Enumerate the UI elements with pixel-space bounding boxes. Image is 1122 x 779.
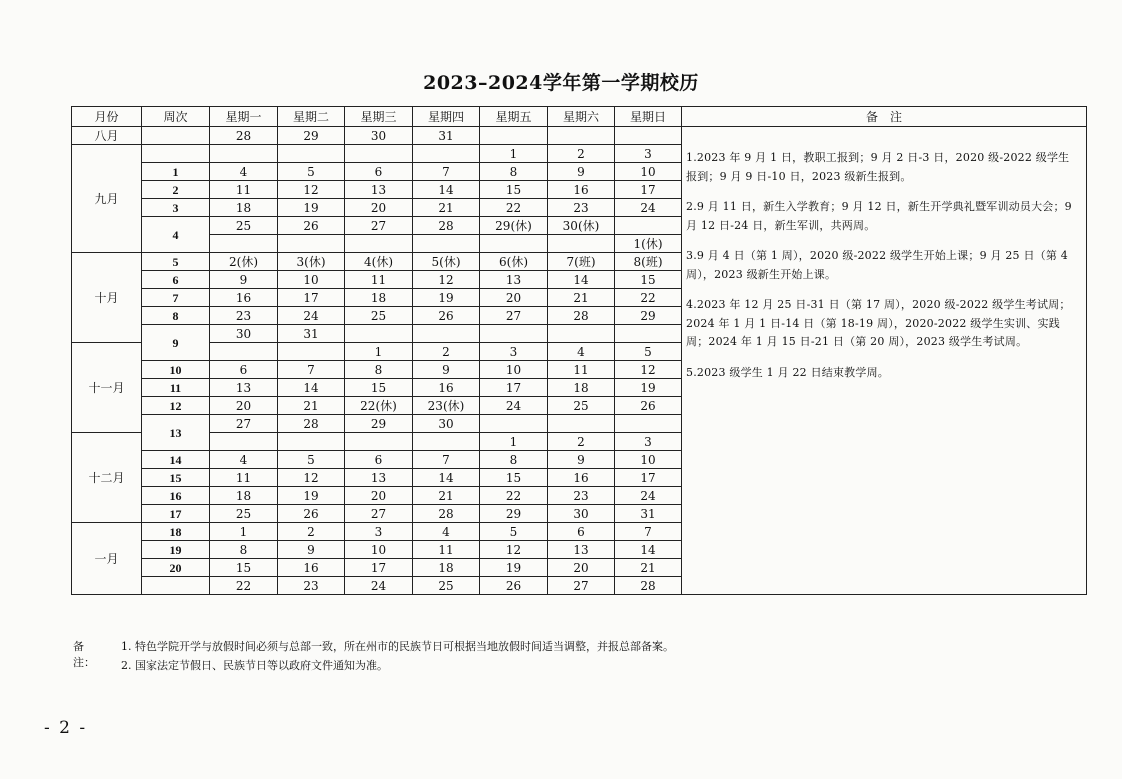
note-item: 5.2023 级学生 1 月 22 日结束教学周。 [686,365,889,379]
date-cell [345,235,413,253]
date-cell: 16 [278,559,345,577]
date-cell: 30 [345,127,413,145]
header-day: 星期五 [480,107,548,127]
month-cell: 八月 [72,127,142,145]
date-cell: 29(休) [480,217,548,235]
date-cell [278,433,345,451]
header-month: 月份 [72,107,142,127]
date-cell: 11 [210,469,278,487]
week-number-cell: 19 [142,541,210,559]
date-cell: 4 [210,451,278,469]
date-cell: 9 [548,163,615,181]
date-cell: 6(休) [480,253,548,271]
date-cell: 28 [210,127,278,145]
date-cell: 3 [480,343,548,361]
date-cell: 1 [345,343,413,361]
date-cell: 13 [345,469,413,487]
date-cell [210,145,278,163]
date-cell: 2 [548,433,615,451]
date-cell: 20 [345,487,413,505]
date-cell: 27 [210,415,278,433]
date-cell: 26 [413,307,480,325]
note-item: 4.2023 年 12 月 25 日-31 日（第 17 周），2020 级-2022 级学生考试周；2024 年 1 月 1 日-14 日（第 18-19 周），2020-2022 级学生实训、实践周；2024 年 1 月 15 日-21 日（第 20 周），2023 级学生考试周。 [686,298,1071,348]
date-cell: 18 [548,379,615,397]
date-cell: 25 [210,505,278,523]
date-cell: 11 [210,181,278,199]
date-cell: 9 [278,541,345,559]
date-cell: 3(休) [278,253,345,271]
date-cell: 5 [278,451,345,469]
date-cell [278,343,345,361]
date-cell: 21 [615,559,682,577]
date-cell: 10 [615,451,682,469]
date-cell: 25 [210,217,278,235]
date-cell: 3 [345,523,413,541]
date-cell: 22 [615,289,682,307]
date-cell: 11 [548,361,615,379]
date-cell: 3 [615,433,682,451]
date-cell: 1 [480,145,548,163]
date-cell: 10 [480,361,548,379]
table-row [72,127,1087,145]
date-cell: 18 [345,289,413,307]
date-cell [345,325,413,343]
header-day: 星期四 [413,107,480,127]
date-cell: 19 [615,379,682,397]
date-cell: 7 [615,523,682,541]
date-cell: 23 [548,199,615,217]
date-cell [413,325,480,343]
date-cell: 2 [278,523,345,541]
date-cell [615,415,682,433]
date-cell: 31 [278,325,345,343]
date-cell: 8 [480,451,548,469]
date-cell: 26 [278,505,345,523]
date-cell: 19 [278,199,345,217]
week-number-cell [142,145,210,163]
week-number-cell: 9 [142,325,210,361]
date-cell [278,145,345,163]
date-cell: 2(休) [210,253,278,271]
week-number-cell: 2 [142,181,210,199]
date-cell: 31 [413,127,480,145]
date-cell: 20 [345,199,413,217]
week-number-cell [142,127,210,145]
week-number-cell: 5 [142,253,210,271]
date-cell: 20 [480,289,548,307]
date-cell: 2 [413,343,480,361]
date-cell: 12 [615,361,682,379]
date-cell: 6 [345,163,413,181]
date-cell: 7(班) [548,253,615,271]
date-cell: 27 [345,217,413,235]
date-cell: 7 [413,163,480,181]
date-cell [278,235,345,253]
date-cell: 25 [548,397,615,415]
date-cell: 7 [278,361,345,379]
date-cell: 21 [413,487,480,505]
date-cell: 28 [413,505,480,523]
note-item: 2.9 月 11 日，新生入学教育；9 月 12 日，新生开学典礼暨军训动员大会；9 月 12 日-24 日，新生军训，共两周。 [686,200,1072,232]
note-item: 1.2023 年 9 月 1 日，教职工报到；9 月 2 日-3 日，2020 级-2022 级学生报到；9 月 9 日-10 日，2023 级新生报到。 [686,151,1070,183]
date-cell: 20 [548,559,615,577]
calendar-table [71,106,1087,595]
footer-line-2: 2. 国家法定节假日、民族节日等以政府文件通知为准。 [121,659,388,672]
month-cell: 十一月 [72,343,142,433]
date-cell: 14 [615,541,682,559]
date-cell: 18 [413,559,480,577]
date-cell: 12 [278,181,345,199]
date-cell [615,217,682,235]
month-cell: 十月 [72,253,142,343]
date-cell: 18 [210,487,278,505]
week-number-cell: 20 [142,559,210,577]
date-cell: 17 [345,559,413,577]
date-cell: 27 [345,505,413,523]
week-number-cell: 14 [142,451,210,469]
date-cell [548,325,615,343]
date-cell: 25 [413,577,480,595]
date-cell: 26 [615,397,682,415]
date-cell [548,127,615,145]
date-cell: 13 [210,379,278,397]
week-number-cell: 3 [142,199,210,217]
date-cell: 21 [548,289,615,307]
date-cell: 2 [548,145,615,163]
date-cell: 16 [413,379,480,397]
week-number-cell: 17 [142,505,210,523]
date-cell: 8 [480,163,548,181]
header-row [72,107,1087,127]
date-cell: 3 [615,145,682,163]
date-cell: 25 [345,307,413,325]
date-cell: 22 [210,577,278,595]
date-cell: 5 [480,523,548,541]
date-cell [413,433,480,451]
week-number-cell: 15 [142,469,210,487]
date-cell: 20 [210,397,278,415]
date-cell: 23 [278,577,345,595]
date-cell [210,235,278,253]
date-cell: 4(休) [345,253,413,271]
date-cell: 26 [480,577,548,595]
date-cell: 6 [548,523,615,541]
date-cell: 9 [210,271,278,289]
date-cell: 15 [480,181,548,199]
header-day: 星期六 [548,107,615,127]
date-cell: 14 [413,469,480,487]
date-cell: 21 [413,199,480,217]
date-cell [413,235,480,253]
date-cell [345,145,413,163]
date-cell: 4 [413,523,480,541]
week-number-cell: 13 [142,415,210,451]
date-cell: 6 [210,361,278,379]
date-cell: 13 [548,541,615,559]
month-cell: 十二月 [72,433,142,523]
date-cell: 14 [278,379,345,397]
footer-label: 备注： [73,640,95,669]
week-number-cell: 4 [142,217,210,253]
date-cell: 30 [548,505,615,523]
date-cell [480,415,548,433]
date-cell [615,325,682,343]
date-cell: 17 [615,469,682,487]
date-cell: 15 [480,469,548,487]
date-cell: 15 [210,559,278,577]
date-cell: 29 [278,127,345,145]
date-cell: 31 [615,505,682,523]
date-cell: 12 [413,271,480,289]
note-item: 3.9 月 4 日（第 1 周），2020 级-2022 级学生开始上课；9 月 25 日（第 4 周），2023 级新生开始上课。 [686,249,1068,281]
date-cell [480,127,548,145]
date-cell: 12 [278,469,345,487]
date-cell: 27 [548,577,615,595]
week-number-cell: 7 [142,289,210,307]
date-cell: 14 [548,271,615,289]
date-cell [480,235,548,253]
week-number-cell: 12 [142,397,210,415]
date-cell [480,325,548,343]
date-cell: 21 [278,397,345,415]
date-cell: 4 [210,163,278,181]
date-cell: 5 [615,343,682,361]
date-cell [548,415,615,433]
week-number-cell: 8 [142,307,210,325]
date-cell: 8 [210,541,278,559]
week-number-cell [142,577,210,595]
week-number-cell: 16 [142,487,210,505]
date-cell: 29 [345,415,413,433]
date-cell: 17 [615,181,682,199]
date-cell: 5(休) [413,253,480,271]
date-cell: 10 [278,271,345,289]
date-cell: 23(休) [413,397,480,415]
date-cell: 11 [413,541,480,559]
date-cell [210,433,278,451]
header-day: 星期二 [278,107,345,127]
date-cell: 29 [480,505,548,523]
page-title: 2023–2024学年第一学期校历 [423,72,699,94]
date-cell: 24 [480,397,548,415]
date-cell [210,343,278,361]
month-cell: 九月 [72,145,142,253]
date-cell: 30(休) [548,217,615,235]
week-number-cell: 11 [142,379,210,397]
date-cell: 19 [413,289,480,307]
date-cell: 8(班) [615,253,682,271]
date-cell: 1 [210,523,278,541]
date-cell: 7 [413,451,480,469]
date-cell: 27 [480,307,548,325]
date-cell: 15 [615,271,682,289]
date-cell: 9 [413,361,480,379]
date-cell: 17 [278,289,345,307]
footer-line-1: 1. 特色学院开学与放假时间必须与总部一致，所在州市的民族节日可根据当地放假时间适当调整，并报总部备案。 [121,640,674,653]
date-cell [548,235,615,253]
date-cell: 14 [413,181,480,199]
header-day: 星期日 [615,107,682,127]
date-cell: 24 [278,307,345,325]
date-cell [615,127,682,145]
date-cell: 6 [345,451,413,469]
date-cell: 23 [548,487,615,505]
header-day: 星期三 [345,107,413,127]
week-number-cell: 10 [142,361,210,379]
date-cell: 10 [345,541,413,559]
date-cell: 23 [210,307,278,325]
date-cell: 29 [615,307,682,325]
date-cell: 16 [548,469,615,487]
date-cell: 19 [278,487,345,505]
date-cell: 22(休) [345,397,413,415]
date-cell: 11 [345,271,413,289]
date-cell: 10 [615,163,682,181]
date-cell: 4 [548,343,615,361]
header-notes: 备 注 [682,107,1087,127]
week-number-cell: 18 [142,523,210,541]
date-cell: 22 [480,199,548,217]
date-cell: 28 [615,577,682,595]
date-cell: 16 [210,289,278,307]
header-day: 星期一 [210,107,278,127]
date-cell: 30 [413,415,480,433]
notes-cell [682,127,1087,595]
date-cell: 17 [480,379,548,397]
date-cell: 18 [210,199,278,217]
week-number-cell: 6 [142,271,210,289]
date-cell: 24 [615,199,682,217]
date-cell: 8 [345,361,413,379]
date-cell: 1(休) [615,235,682,253]
date-cell: 24 [615,487,682,505]
date-cell: 28 [413,217,480,235]
date-cell [413,145,480,163]
week-number-cell: 1 [142,163,210,181]
date-cell [345,433,413,451]
date-cell: 24 [345,577,413,595]
date-cell: 16 [548,181,615,199]
date-cell: 26 [278,217,345,235]
header-week: 周次 [142,107,210,127]
date-cell: 28 [548,307,615,325]
date-cell: 13 [480,271,548,289]
date-cell: 22 [480,487,548,505]
date-cell: 5 [278,163,345,181]
date-cell: 1 [480,433,548,451]
date-cell: 15 [345,379,413,397]
date-cell: 13 [345,181,413,199]
month-cell: 一月 [72,523,142,595]
page-number: - 2 - [44,718,88,738]
date-cell: 19 [480,559,548,577]
date-cell: 9 [548,451,615,469]
date-cell: 30 [210,325,278,343]
date-cell: 28 [278,415,345,433]
date-cell: 12 [480,541,548,559]
